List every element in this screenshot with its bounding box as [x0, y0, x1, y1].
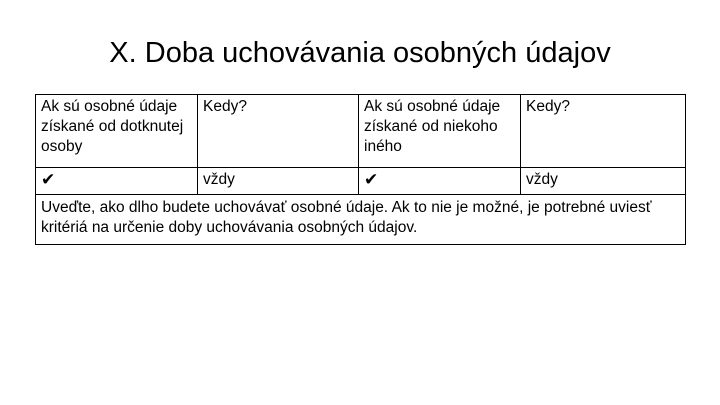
checkmark-icon: ✔: [36, 168, 198, 195]
table-note-row: [36, 195, 686, 245]
checkmark-icon: ✔: [359, 168, 521, 195]
retention-table: [35, 94, 686, 245]
header-when-1: Kedy?: [198, 95, 359, 168]
retention-note: Uveďte, ako dlho budete uchovávať osobné údaje. Ak to nie je možné, je potrebné uviesť kritériá na určenie doby uchovávania osobných údajov.: [36, 195, 686, 245]
table-header-row: [36, 95, 686, 168]
header-from-data-subject: Ak sú osobné údaje získané od dotknutej osoby: [36, 95, 198, 168]
header-when-2: Kedy?: [521, 95, 686, 168]
table-row: [36, 168, 686, 195]
header-from-other-source: Ak sú osobné údaje získané od niekoho iného: [359, 95, 521, 168]
slide-title: X. Doba uchovávania osobných údajov: [109, 37, 611, 69]
when-value-1: vždy: [198, 168, 359, 195]
when-value-2: vždy: [521, 168, 686, 195]
